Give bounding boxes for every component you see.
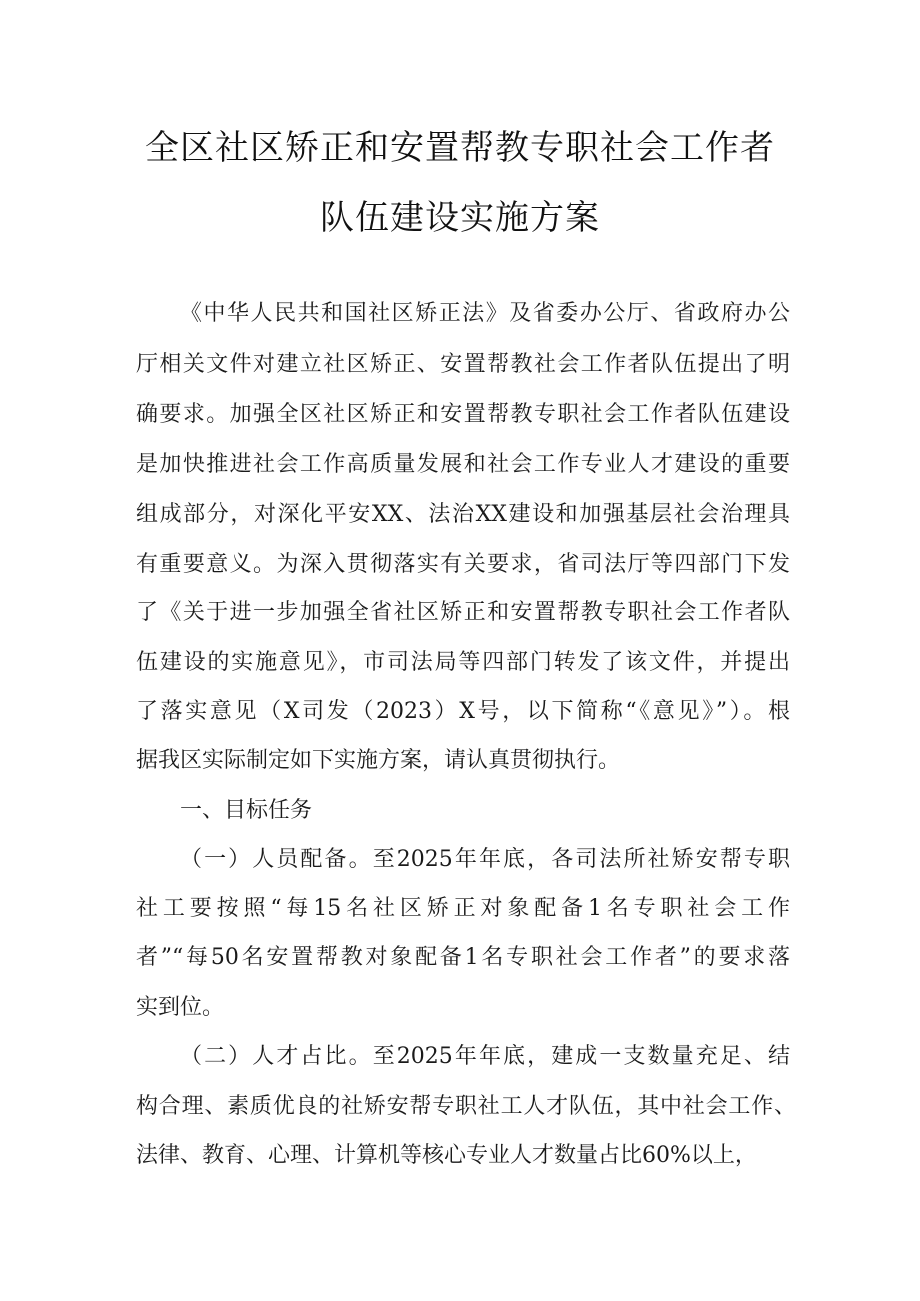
intro-paragraph-line: 确要求。加强全区社区矫正和安置帮教专职社会工作者队伍建设 [136, 402, 790, 427]
item1-paragraph-line: （一）人员配备。至2025年年底，各司法所社矫安帮专职 [180, 847, 790, 872]
intro-paragraph-line: 组成部分，对深化平安XX、法治XX建设和加强基层社会治理具 [136, 502, 790, 527]
intro-paragraph-line: 伍建设的实施意见》，市司法局等四部门转发了该文件，并提出 [136, 650, 790, 675]
intro-paragraph-line: 有重要意义。为深入贯彻落实有关要求，省司法厅等四部门下发 [136, 552, 790, 577]
intro-paragraph-line: 了落实意见（X司发（2023）X号，以下简称“《意见》”）。根 [136, 699, 790, 724]
intro-paragraph-line: 了《关于进一步加强全省社区矫正和安置帮教专职社会工作者队 [136, 600, 790, 625]
item2-paragraph-line: （二）人才占比。至2025年年底，建成一支数量充足、结 [180, 1044, 790, 1069]
item1-paragraph-line: 者”“每50名安置帮教对象配备1名专职社会工作者”的要求落 [136, 945, 790, 970]
item1-paragraph-line: 实到位。 [136, 995, 225, 1020]
section-heading-goals: 一、目标任务 [180, 798, 313, 823]
document-title-line-1: 全区社区矫正和安置帮教专职社会工作者 [145, 128, 775, 168]
item2-paragraph-line: 构合理、素质优良的社矫安帮专职社工人才队伍，其中社会工作、 [136, 1094, 796, 1119]
item2-paragraph-line: 法律、教育、心理、计算机等核心专业人才数量占比60%以上， [136, 1143, 757, 1168]
document-title-line-2: 队伍建设实施方案 [320, 198, 600, 238]
intro-paragraph-line: 据我区实际制定如下实施方案，请认真贯彻执行。 [136, 748, 621, 773]
intro-paragraph-line: 厅相关文件对建立社区矫正、安置帮教社会工作者队伍提出了明 [136, 352, 790, 377]
intro-paragraph-line: 是加快推进社会工作高质量发展和社会工作专业人才建设的重要 [136, 452, 790, 477]
item1-paragraph-line: 社工要按照“每15名社区矫正对象配备1名专职社会工作 [136, 896, 790, 921]
intro-paragraph-line: 《中华人民共和国社区矫正法》及省委办公厅、省政府办公 [180, 301, 790, 326]
